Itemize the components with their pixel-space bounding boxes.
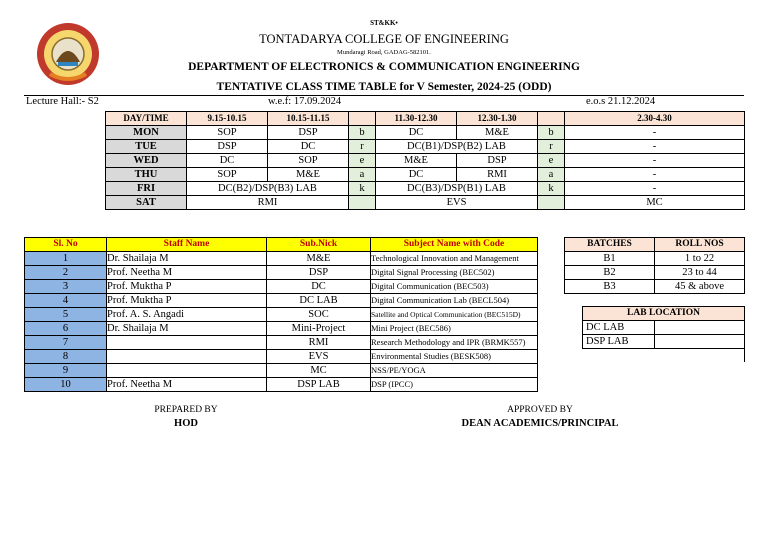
cell: - <box>565 168 745 182</box>
cell: M&E <box>376 154 457 168</box>
sl-no: 9 <box>25 364 107 378</box>
day-label: FRI <box>106 182 187 196</box>
cell: - <box>565 140 745 154</box>
staff-name: Prof. Muktha P <box>107 294 267 308</box>
timetable-header-row <box>106 112 745 126</box>
sl-no: 8 <box>25 350 107 364</box>
subject-name: Digital Communication (BEC503) <box>371 280 538 294</box>
sub-nick: DC <box>267 280 371 294</box>
header-slot-3: 11.30-12.30 <box>376 112 457 126</box>
prepared-by-label: PREPARED BY <box>154 405 218 415</box>
sl-no: 5 <box>25 308 107 322</box>
department-title: DEPARTMENT OF ELECTRONICS & COMMUNICATION ENGINEERING <box>188 61 580 73</box>
cell: RMI <box>457 168 538 182</box>
approved-by-role: DEAN ACADEMICS/PRINCIPAL <box>461 418 619 429</box>
sl-no: 2 <box>25 266 107 280</box>
day-label: THU <box>106 168 187 182</box>
cell: - <box>565 154 745 168</box>
break-letter: k <box>349 182 376 196</box>
staff-name <box>107 336 267 350</box>
header-break-2 <box>538 112 565 126</box>
prepared-by-role: HOD <box>174 418 198 429</box>
break-letter: e <box>349 154 376 168</box>
cell: RMI <box>187 196 349 210</box>
sub-nick: DSP LAB <box>267 378 371 392</box>
header-subject: Subject Name with Code <box>371 238 538 252</box>
staff-name: Prof. Neetha M <box>107 266 267 280</box>
subject-name: Digital Signal Processing (BEC502) <box>371 266 538 280</box>
blank-cell <box>583 349 655 363</box>
sub-nick: DC LAB <box>267 294 371 308</box>
table-row <box>25 294 538 308</box>
cell: SOP <box>187 168 268 182</box>
break-empty <box>349 196 376 210</box>
table-row <box>565 280 745 294</box>
lab-location-title: LAB LOCATION <box>583 307 745 321</box>
table-row <box>565 266 745 280</box>
batch-name: B2 <box>565 266 655 280</box>
batch-name: B3 <box>565 280 655 294</box>
cell: SOP <box>268 154 349 168</box>
staff-name <box>107 364 267 378</box>
table-row <box>25 350 538 364</box>
table-row <box>25 364 538 378</box>
staff-header-row <box>25 238 538 252</box>
lecture-hall: Lecture Hall:- S2 <box>26 96 99 107</box>
lab-name: DSP LAB <box>583 335 655 349</box>
cell: - <box>565 182 745 196</box>
break-letter: b <box>538 126 565 140</box>
break-letter: e <box>538 154 565 168</box>
timetable <box>105 111 745 210</box>
staff-name: Dr. Shailaja M <box>107 322 267 336</box>
sub-nick: SOC <box>267 308 371 322</box>
sl-no: 7 <box>25 336 107 350</box>
sub-nick: Mini-Project <box>267 322 371 336</box>
cell: SOP <box>187 126 268 140</box>
college-name: TONTADARYA COLLEGE OF ENGINEERING <box>259 32 509 46</box>
subject-name: Environmental Studies (BESK508) <box>371 350 538 364</box>
eos-date: e.o.s 21.12.2024 <box>586 96 656 107</box>
staff-name: Prof. A. S. Angadi <box>107 308 267 322</box>
header-sl-no: Sl. No <box>25 238 107 252</box>
table-row <box>25 280 538 294</box>
sub-nick: DSP <box>267 266 371 280</box>
subject-name: Technological Innovation and Management <box>371 252 538 266</box>
roll-range: 45 & above <box>655 280 745 294</box>
subject-name: NSS/PE/YOGA <box>371 364 538 378</box>
staff-name: Dr. Shailaja M <box>107 252 267 266</box>
day-label: WED <box>106 154 187 168</box>
row-fri <box>106 182 745 196</box>
sl-no: 3 <box>25 280 107 294</box>
row-thu <box>106 168 745 182</box>
lab-location-table <box>582 306 745 362</box>
sub-nick: M&E <box>267 252 371 266</box>
blank-cell <box>655 349 745 363</box>
cell: M&E <box>268 168 349 182</box>
cell: DSP <box>457 154 538 168</box>
header-slot-2: 10.15-11.15 <box>268 112 349 126</box>
break-letter: a <box>538 168 565 182</box>
sub-nick: RMI <box>267 336 371 350</box>
day-label: MON <box>106 126 187 140</box>
cell: DC(B3)/DSP(B1) LAB <box>376 182 538 196</box>
table-row <box>25 336 538 350</box>
row-wed <box>106 154 745 168</box>
subject-name: Digital Communication Lab (BECL504) <box>371 294 538 308</box>
cell: DC <box>187 154 268 168</box>
cell: DC(B2)/DSP(B3) LAB <box>187 182 349 196</box>
wef-date: w.e.f: 17.09.2024 <box>268 96 342 107</box>
roll-range: 1 to 22 <box>655 252 745 266</box>
table-row <box>583 335 745 349</box>
subject-name: DSP (IPCC) <box>371 378 538 392</box>
approved-by-label: APPROVED BY <box>507 405 573 415</box>
cell: EVS <box>376 196 538 210</box>
roll-range: 23 to 44 <box>655 266 745 280</box>
batch-name: B1 <box>565 252 655 266</box>
row-mon <box>106 126 745 140</box>
sl-no: 1 <box>25 252 107 266</box>
sl-no: 10 <box>25 378 107 392</box>
sl-no: 6 <box>25 322 107 336</box>
header-slot-5: 2.30-4.30 <box>565 112 745 126</box>
cell: DC(B1)/DSP(B2) LAB <box>376 140 538 154</box>
break-empty <box>538 196 565 210</box>
header-roll-nos: ROLL NOS <box>655 238 745 252</box>
table-row <box>583 349 745 363</box>
college-address: Mundaragi Road, GADAG-582101. <box>337 49 431 56</box>
staff-name <box>107 350 267 364</box>
table-row <box>565 252 745 266</box>
sub-nick: EVS <box>267 350 371 364</box>
table-row <box>583 321 745 335</box>
break-letter: b <box>349 126 376 140</box>
row-sat <box>106 196 745 210</box>
cell: MC <box>565 196 745 210</box>
sl-no: 4 <box>25 294 107 308</box>
header-break-1 <box>349 112 376 126</box>
batches-header-row <box>565 238 745 252</box>
day-label: TUE <box>106 140 187 154</box>
table-row <box>25 322 538 336</box>
lab-location <box>655 321 745 335</box>
cell: - <box>565 126 745 140</box>
staff-name: Prof. Muktha P <box>107 280 267 294</box>
lab-location-header-row <box>583 307 745 321</box>
batches-table <box>564 237 745 294</box>
header-staff-name: Staff Name <box>107 238 267 252</box>
subject-name: Mini Project (BEC586) <box>371 322 538 336</box>
society-name: ST&KK• <box>370 19 398 27</box>
subject-name: Research Methodology and IPR (BRMK557) <box>371 336 538 350</box>
day-label: SAT <box>106 196 187 210</box>
table-row <box>25 266 538 280</box>
subject-name: Satellite and Optical Communication (BEC515D) <box>371 308 538 322</box>
staff-table <box>24 237 538 392</box>
cell: DSP <box>268 126 349 140</box>
break-letter: a <box>349 168 376 182</box>
timetable-title: TENTATIVE CLASS TIME TABLE for V Semester, 2024-25 (ODD) <box>216 81 552 93</box>
header-slot-1: 9.15-10.15 <box>187 112 268 126</box>
header-slot-4: 12.30-1.30 <box>457 112 538 126</box>
table-row <box>25 308 538 322</box>
row-tue <box>106 140 745 154</box>
break-letter: r <box>349 140 376 154</box>
cell: DC <box>376 126 457 140</box>
lab-name: DC LAB <box>583 321 655 335</box>
cell: M&E <box>457 126 538 140</box>
lab-location <box>655 335 745 349</box>
header-day-time: DAY/TIME <box>106 112 187 126</box>
break-letter: r <box>538 140 565 154</box>
cell: DC <box>268 140 349 154</box>
cell: DC <box>376 168 457 182</box>
header-sub-nick: Sub.Nick <box>267 238 371 252</box>
break-letter: k <box>538 182 565 196</box>
header-batches: BATCHES <box>565 238 655 252</box>
table-row <box>25 252 538 266</box>
cell: DSP <box>187 140 268 154</box>
table-row <box>25 378 538 392</box>
staff-name: Prof. Neetha M <box>107 378 267 392</box>
sub-nick: MC <box>267 364 371 378</box>
